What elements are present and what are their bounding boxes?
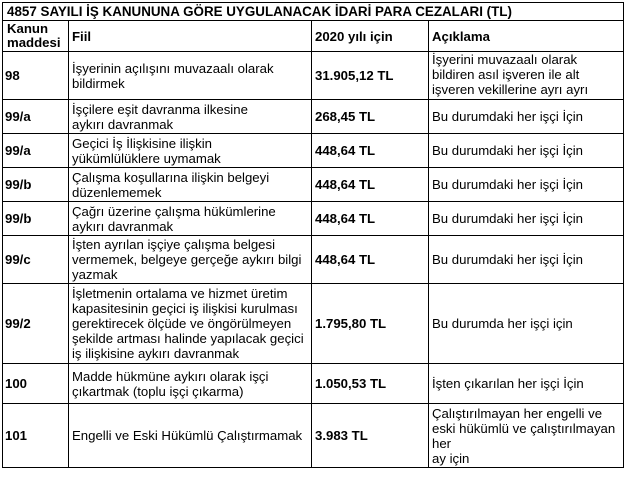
table-row: [3, 52, 624, 100]
kanun-cell: 99/c: [3, 236, 69, 284]
kanun-cell: 101: [3, 404, 69, 468]
table-row: [3, 100, 624, 134]
fiil-line: Geçici İş İlişkisine ilişkin: [72, 135, 212, 151]
header-fiil: Fiil: [69, 21, 312, 52]
ceza-cell: 448,64 TL: [312, 134, 429, 168]
kanun-cell: 99/a: [3, 100, 69, 134]
aciklama-line: Bu durumdaki her işçi İçin: [432, 211, 583, 226]
aciklama-line: işveren vekillerine ayrı ayrı: [432, 82, 589, 97]
table-row: [3, 202, 624, 236]
header-row: [3, 21, 624, 52]
kanun-cell: 98: [3, 52, 69, 100]
fiil-cell: [69, 100, 312, 134]
aciklama-line: bildiren asıl işveren ile alt: [432, 67, 580, 82]
fiil-line: İşten ayrılan işçiye çalışma belgesi: [72, 237, 276, 252]
table-row: [3, 168, 624, 202]
header-ceza: 2020 yılı için: [312, 21, 429, 52]
fiil-cell: [69, 168, 312, 202]
kanun-cell: 99/2: [3, 284, 69, 364]
table-row: [3, 236, 624, 284]
fiil-line: şekilde artması halinde yapılacak geçici: [72, 331, 304, 346]
table-row: [3, 284, 624, 364]
aciklama-cell: [429, 202, 624, 236]
aciklama-line: ay için: [432, 450, 470, 466]
table-row: [3, 134, 624, 168]
fiil-line: İşçilere eşit davranma ilkesine: [72, 101, 248, 117]
title-row: [3, 3, 624, 21]
header-kanun-line2: maddesi: [7, 35, 61, 50]
fiil-cell: [69, 202, 312, 236]
ceza-cell: 448,64 TL: [312, 202, 429, 236]
aciklama-cell: [429, 284, 624, 364]
aciklama-cell: [429, 134, 624, 168]
aciklama-cell: [429, 168, 624, 202]
ceza-cell: 3.983 TL: [312, 404, 429, 468]
aciklama-line: eski hükümlü ve çalıştırılmayan her: [432, 420, 616, 451]
fiil-cell: [69, 364, 312, 404]
kanun-cell: 100: [3, 364, 69, 404]
aciklama-line: İşyerini muvazaalı olarak: [432, 52, 578, 67]
fiil-line: yükümlülüklere uymamak: [72, 150, 221, 166]
fiil-line: düzenlememek: [72, 184, 162, 200]
penalty-table: [2, 2, 624, 468]
ceza-cell: 268,45 TL: [312, 100, 429, 134]
fiil-line: kapasitesinin geçici iş ilişkisi kurulması: [72, 301, 298, 316]
ceza-cell: 1.795,80 TL: [312, 284, 429, 364]
header-aciklama: Açıklama: [429, 21, 624, 52]
table-row: [3, 364, 624, 404]
kanun-cell: 99/b: [3, 202, 69, 236]
aciklama-cell: [429, 404, 624, 468]
kanun-cell: 99/a: [3, 134, 69, 168]
fiil-line: İşyerinin açılışını muvazaalı olarak: [72, 60, 274, 76]
fiil-cell: [69, 236, 312, 284]
fiil-line: iş ilişkisine aykırı davranmak: [72, 346, 240, 361]
kanun-cell: 99/b: [3, 168, 69, 202]
header-kanun-line1: Kanun: [7, 21, 49, 36]
fiil-cell: [69, 134, 312, 168]
aciklama-cell: [429, 236, 624, 284]
fiil-line: çıkartmak (toplu işçi çıkarma): [72, 383, 244, 399]
fiil-line: Çalışma koşullarına ilişkin belgeyi: [72, 169, 270, 185]
table-row: [3, 404, 624, 468]
aciklama-cell: [429, 100, 624, 134]
aciklama-line: Bu durumdaki her işçi İçin: [432, 109, 583, 124]
fiil-cell: [69, 52, 312, 100]
aciklama-line: Bu durumdaki her işçi İçin: [432, 252, 583, 267]
fiil-line: İşletmenin ortalama ve hizmet üretim: [72, 286, 288, 301]
aciklama-line: Bu durumdaki her işçi İçin: [432, 143, 583, 158]
table-body: [3, 52, 624, 468]
fiil-cell: [69, 404, 312, 468]
fiil-line: vermemek, belgeye gerçeğe aykırı bilgi: [72, 252, 302, 267]
fiil-line: yazmak: [72, 267, 118, 282]
aciklama-line: Çalıştırılmayan her engelli ve: [432, 405, 603, 421]
ceza-cell: 1.050,53 TL: [312, 364, 429, 404]
ceza-cell: 31.905,12 TL: [312, 52, 429, 100]
fiil-line: bildirmek: [72, 75, 125, 91]
header-kanun: [3, 21, 69, 52]
fiil-line: Çağrı üzerine çalışma hükümlerine: [72, 203, 276, 219]
table-title: 4857 SAYILI İŞ KANUNUNA GÖRE UYGULANACAK İDARİ PARA CEZALARI (TL): [3, 3, 624, 21]
fiil-cell: [69, 284, 312, 364]
aciklama-cell: [429, 52, 624, 100]
aciklama-line: Bu durumdaki her işçi İçin: [432, 177, 583, 192]
ceza-cell: 448,64 TL: [312, 236, 429, 284]
fiil-line: Madde hükmüne aykırı olarak işçi: [72, 368, 269, 384]
ceza-cell: 448,64 TL: [312, 168, 429, 202]
aciklama-line: Bu durumda her işçi için: [432, 316, 573, 331]
fiil-line: gerektirecek ölçüde ve öngörülmeyen: [72, 316, 292, 331]
fiil-line: aykırı davranmak: [72, 116, 174, 132]
fiil-line: aykırı davranmak: [72, 218, 174, 234]
fiil-line: Engelli ve Eski Hükümlü Çalıştırmamak: [72, 428, 303, 443]
aciklama-cell: [429, 364, 624, 404]
aciklama-line: İşten çıkarılan her işçi İçin: [432, 376, 584, 391]
